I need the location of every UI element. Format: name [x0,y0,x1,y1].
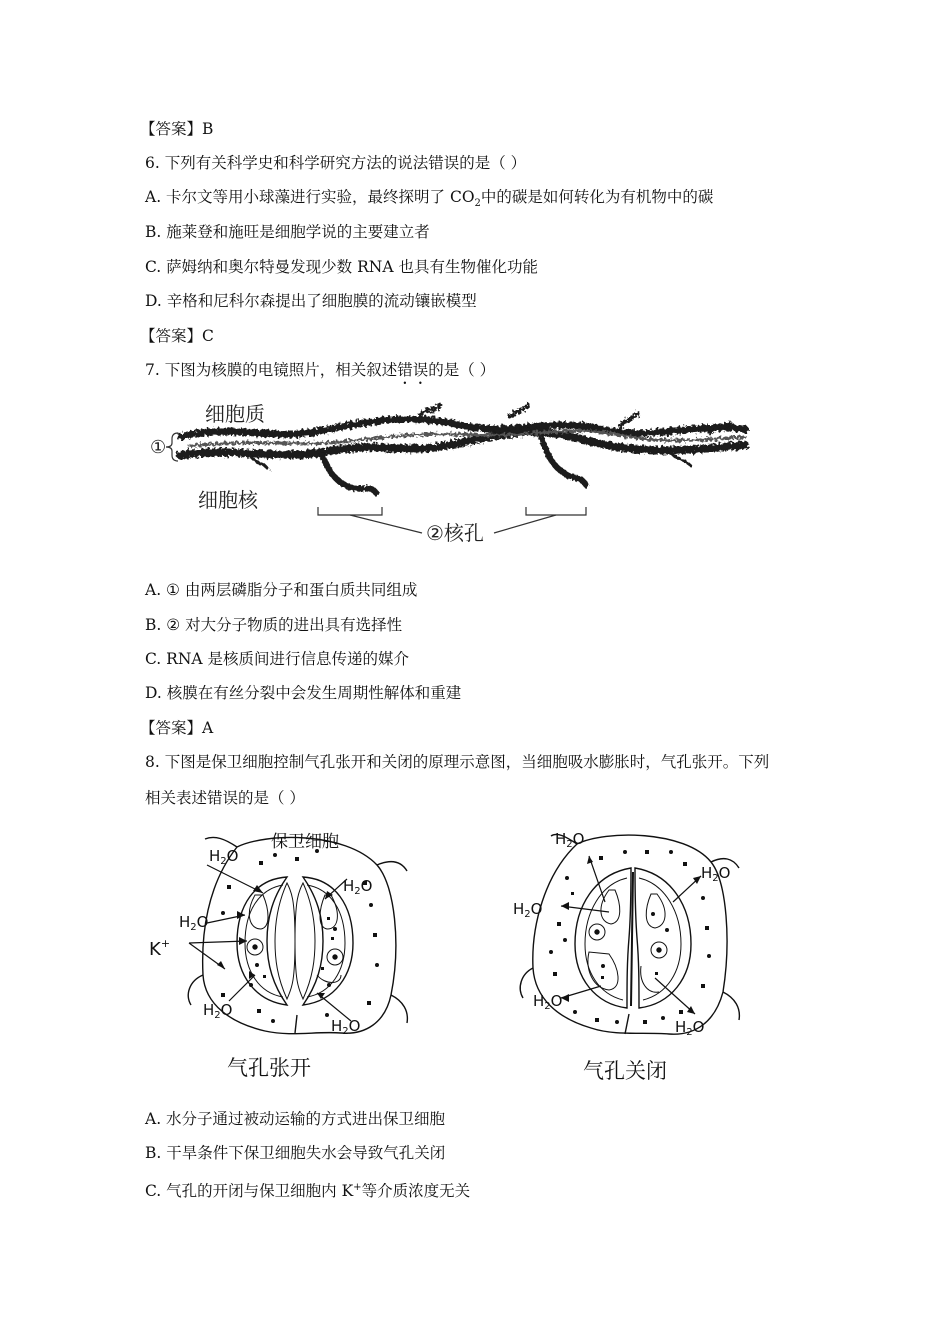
label-guard-cell: 保卫细胞 [271,832,339,852]
question-8-stem-line2: 相关表述错误的是（ ） [145,789,305,807]
answer-q7: 【答案】A [140,719,214,737]
label-h2o: $H_2O$ [343,877,373,897]
stomata-open-figure [145,825,435,1090]
q7-option-d: D. 核膜在有丝分裂中会发生周期性解体和重建 [145,684,462,702]
q7-option-a: A. ① 由两层磷脂分子和蛋白质共同组成 [145,581,418,599]
label-h2o: $H_2O$ [209,847,239,867]
answer-q6: 【答案】C [140,327,214,345]
label-stomata-open: 气孔张开 [227,1056,311,1080]
q8-option-c-pre: C. 气孔的开闭与保卫细胞内 K [145,1182,354,1201]
stomata-closed-figure [505,822,765,1090]
q6-option-a-post: 中的碳是如何转化为有机物中的碳 [480,188,714,206]
q7-stem-emphasis: 错误 [397,361,429,379]
label-h2o: $H_2O$ [555,830,585,850]
q7-option-b: B. ② 对大分子物质的进出具有选择性 [145,616,403,634]
right-guard-cell [635,868,691,1008]
label-h2o: $H_2O$ [701,864,731,884]
question-6-stem: 6. 下列有关科学史和科学研究方法的说法错误的是（ ） [145,154,527,172]
label-h2o: $H_2O$ [179,913,209,933]
label-k-plus: K+ [149,937,171,960]
answer-q5: 【答案】B [140,120,214,138]
label-h2o: $H_2O$ [675,1018,705,1038]
label-nucleus: 细胞核 [198,488,258,512]
pore-blob-right [542,439,586,485]
q6-option-a [145,187,713,214]
nuclear-envelope-figure [150,395,750,550]
q6-option-a-pre: A. 卡尔文等用小球藻进行实验，最终探明了 CO [145,188,475,206]
q6-option-a-sub: 2 [474,198,481,210]
q8-option-c [145,1178,470,1201]
q7-stem-post: 的是（ ） [428,361,496,379]
label-nuclear-pore: ②核孔 [426,521,484,545]
label-stomata-closed: 气孔关闭 [583,1059,667,1083]
stoma-pore-open [275,883,315,999]
q6-option-d: D. 辛格和尼科尔森提出了细胞膜的流动镶嵌模型 [145,292,477,310]
pore-blob-left [322,455,376,493]
q7-option-c: C. RNA 是核质间进行信息传递的媒介 [145,650,410,668]
label-h2o: $H_2O$ [203,1001,233,1021]
label-h2o: $H_2O$ [513,900,543,920]
q8-option-c-sup: + [353,1182,362,1193]
label-cytoplasm: 细胞质 [205,402,265,426]
q6-option-b: B. 施莱登和施旺是细胞学说的主要建立者 [145,223,430,241]
q8-option-c-post: 等介质浓度无关 [361,1182,471,1201]
question-7-stem [145,360,495,388]
label-h2o: $H_2O$ [533,992,563,1012]
q6-option-c: C. 萨姆纳和奥尔特曼发现少数 RNA 也具有生物催化功能 [145,258,538,276]
q7-stem-pre: 7. 下图为核膜的电镜照片，相关叙述 [145,361,398,379]
label-h2o: $H_2O$ [331,1017,361,1037]
q8-option-a: A. 水分子通过被动运输的方式进出保卫细胞 [145,1110,446,1128]
label-circle-1: ① [150,437,167,458]
q8-option-b: B. 干旱条件下保卫细胞失水会导致气孔关闭 [145,1144,446,1162]
question-8-stem-line1: 8. 下图是保卫细胞控制气孔张开和关闭的原理示意图，当细胞吸水膨胀时，气孔张开。下列 [145,753,770,771]
